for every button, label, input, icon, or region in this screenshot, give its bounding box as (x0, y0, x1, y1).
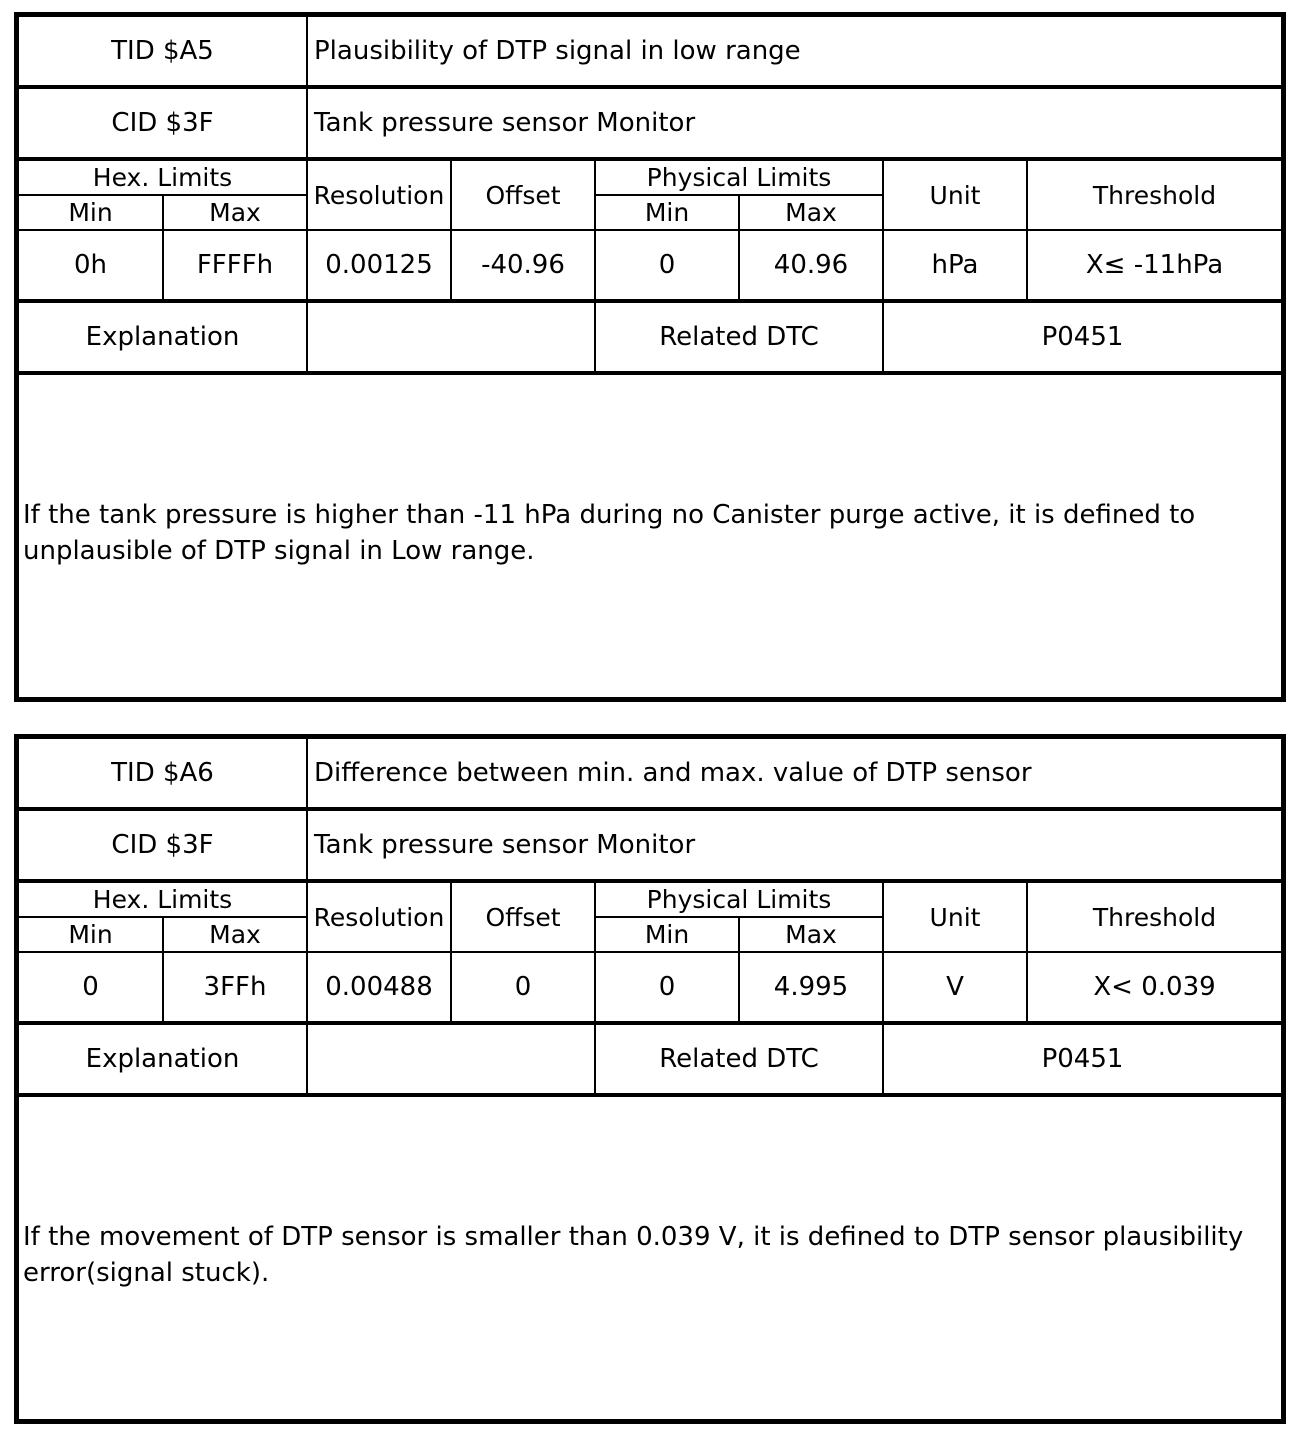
phys-max-value: 4.995 (739, 952, 883, 1023)
threshold-header: Threshold (1027, 159, 1281, 230)
hex-min-value: 0 (19, 952, 163, 1023)
tid-label: TID $A5 (19, 17, 307, 87)
explanation-label: Explanation (19, 1023, 307, 1094)
description-text (19, 373, 1281, 691)
resolution-header: Resolution (307, 159, 451, 230)
threshold-value: X< 0.039 (1027, 952, 1281, 1023)
threshold-header: Threshold (1027, 881, 1281, 952)
phys-min-value: 0 (595, 952, 739, 1023)
related-dtc-label: Related DTC (595, 1023, 883, 1094)
explanation-value (307, 1023, 595, 1094)
explanation-value (307, 301, 595, 372)
unit-value: hPa (883, 230, 1027, 301)
phys-min-header: Min (595, 195, 739, 230)
offset-value: -40.96 (451, 230, 595, 301)
phys-min-header: Min (595, 917, 739, 952)
monitor-spec-table (19, 739, 1281, 1095)
related-dtc-value: P0451 (883, 1023, 1281, 1094)
hex-limits-header: Hex. Limits (19, 159, 307, 195)
resolution-value: 0.00488 (307, 952, 451, 1023)
tid-description: Plausibility of DTP signal in low range (307, 17, 1281, 87)
phys-max-header: Max (739, 917, 883, 952)
threshold-value: X≤ -11hPa (1027, 230, 1281, 301)
monitor-block-tid-a5 (14, 12, 1286, 702)
description-paragraph: If the movement of DTP sensor is smaller than 0.039 V, it is defined to DTP sensor plausibility error(signal stuck). (23, 1222, 1244, 1288)
physical-limits-header: Physical Limits (595, 881, 883, 917)
offset-header: Offset (451, 159, 595, 230)
hex-max-value: FFFFh (163, 230, 307, 301)
description-text (19, 1095, 1281, 1413)
explanation-label: Explanation (19, 301, 307, 372)
unit-value: V (883, 952, 1027, 1023)
hex-limits-header: Hex. Limits (19, 881, 307, 917)
related-dtc-label: Related DTC (595, 301, 883, 372)
unit-header: Unit (883, 881, 1027, 952)
hex-min-header: Min (19, 917, 163, 952)
phys-max-value: 40.96 (739, 230, 883, 301)
hex-max-header: Max (163, 195, 307, 230)
cid-label: CID $3F (19, 809, 307, 881)
resolution-value: 0.00125 (307, 230, 451, 301)
unit-header: Unit (883, 159, 1027, 230)
resolution-header: Resolution (307, 881, 451, 952)
monitor-block-tid-a6 (14, 734, 1286, 1424)
cid-label: CID $3F (19, 87, 307, 159)
offset-header: Offset (451, 881, 595, 952)
offset-value: 0 (451, 952, 595, 1023)
cid-description: Tank pressure sensor Monitor (307, 809, 1281, 881)
hex-max-value: 3FFh (163, 952, 307, 1023)
hex-min-value: 0h (19, 230, 163, 301)
hex-max-header: Max (163, 917, 307, 952)
hex-min-header: Min (19, 195, 163, 230)
description-paragraph: If the tank pressure is higher than -11 hPa during no Canister purge active, it is defined to unplausible of DTP signal in Low range. (23, 500, 1196, 566)
cid-description: Tank pressure sensor Monitor (307, 87, 1281, 159)
tid-label: TID $A6 (19, 739, 307, 809)
physical-limits-header: Physical Limits (595, 159, 883, 195)
monitor-spec-table (19, 17, 1281, 373)
phys-min-value: 0 (595, 230, 739, 301)
phys-max-header: Max (739, 195, 883, 230)
related-dtc-value: P0451 (883, 301, 1281, 372)
tid-description: Difference between min. and max. value of DTP sensor (307, 739, 1281, 809)
